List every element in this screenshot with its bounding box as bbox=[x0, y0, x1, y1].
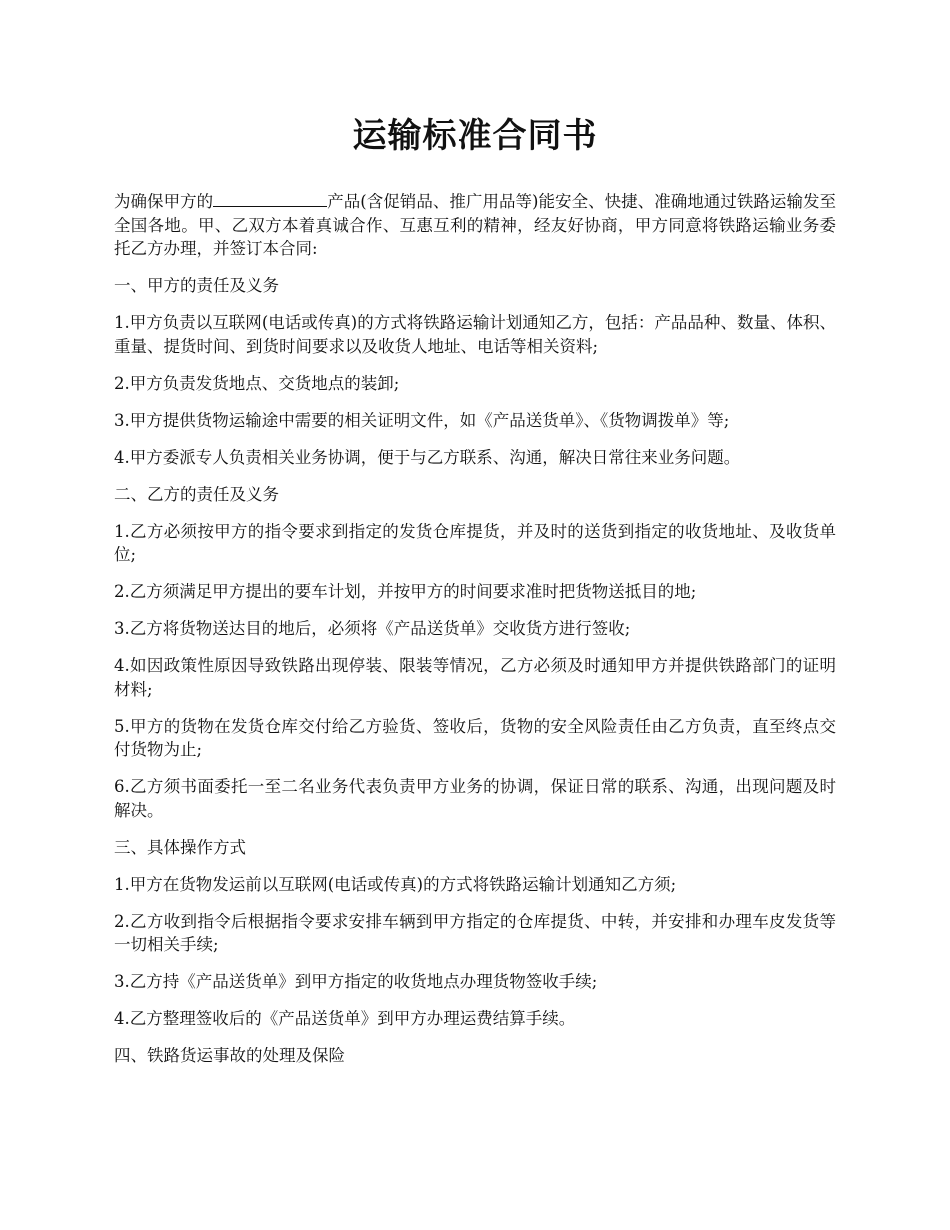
clause: 4.如因政策性原因导致铁路出现停装、限装等情况，乙方必须及时通知甲方并提供铁路部门的证明材料; bbox=[114, 656, 836, 699]
intro-text-after: 产品(含促销品、推广用品等)能安全、快捷、准确地通过铁路运输发至全国各地。甲、乙双方本着真诚合作、互惠互利的精神，经友好协商，甲方同意将铁路运输业务委托乙方办理，并签订本合同: bbox=[114, 192, 837, 258]
clause: 4.乙方整理签收后的《产品送货单》到甲方办理运费结算手续。 bbox=[114, 1009, 576, 1028]
document-title: 运输标准合同书 bbox=[352, 116, 598, 156]
section-heading: 四、铁路货运事故的处理及保险 bbox=[114, 1046, 345, 1065]
clause: 5.甲方的货物在发货仓库交付给乙方验货、签收后，货物的安全风险责任由乙方负责，直至终点交付货物为止; bbox=[114, 716, 836, 759]
intro-paragraph bbox=[114, 190, 836, 261]
clause: 3.乙方将货物送达目的地后，必须将《产品送货单》交收货方进行签收; bbox=[114, 619, 631, 638]
clause: 1.乙方必须按甲方的指令要求到指定的发货仓库提货，并及时的送货到指定的收货地址、及收货单位; bbox=[114, 521, 836, 564]
clause: 4.甲方委派专人负责相关业务协调，便于与乙方联系、沟通，解决日常往来业务问题。 bbox=[114, 447, 741, 467]
clause: 2.乙方须满足甲方提出的要车计划，并按甲方的时间要求准时把货物送抵目的地; bbox=[114, 582, 697, 601]
section-heading: 二、乙方的责任及义务 bbox=[114, 484, 279, 504]
clause: 6.乙方须书面委托一至二名业务代表负责甲方业务的协调，保证日常的联系、沟通，出现问题及时解决。 bbox=[114, 777, 836, 820]
intro-text-before: 为确保甲方的 bbox=[114, 192, 214, 211]
clause: 2.甲方负责发货地点、交货地点的装卸; bbox=[114, 373, 400, 393]
clause: 3.乙方持《产品送货单》到甲方指定的收货地点办理货物签收手续; bbox=[114, 972, 598, 991]
document-page bbox=[114, 112, 836, 1081]
clause: 1.甲方在货物发运前以互联网(电话或传真)的方式将铁路运输计划通知乙方须; bbox=[114, 874, 677, 894]
product-name-blank bbox=[213, 190, 327, 207]
clause: 2.乙方收到指令后根据指令要求安排车辆到甲方指定的仓库提货、中转，并安排和办理车皮发货等一切相关手续; bbox=[114, 911, 836, 954]
section-heading: 一、甲方的责任及义务 bbox=[114, 276, 279, 295]
clause: 3.甲方提供货物运输途中需要的相关证明文件，如《产品送货单》、《货物调拨单》等; bbox=[114, 410, 730, 430]
clause: 1.甲方负责以互联网(电话或传真)的方式将铁路运输计划通知乙方，包括：产品品种、数量、体积、重量、提货时间、到货时间要求以及收货人地址、电话等相关资料; bbox=[114, 313, 836, 356]
section-heading: 三、具体操作方式 bbox=[114, 837, 246, 857]
